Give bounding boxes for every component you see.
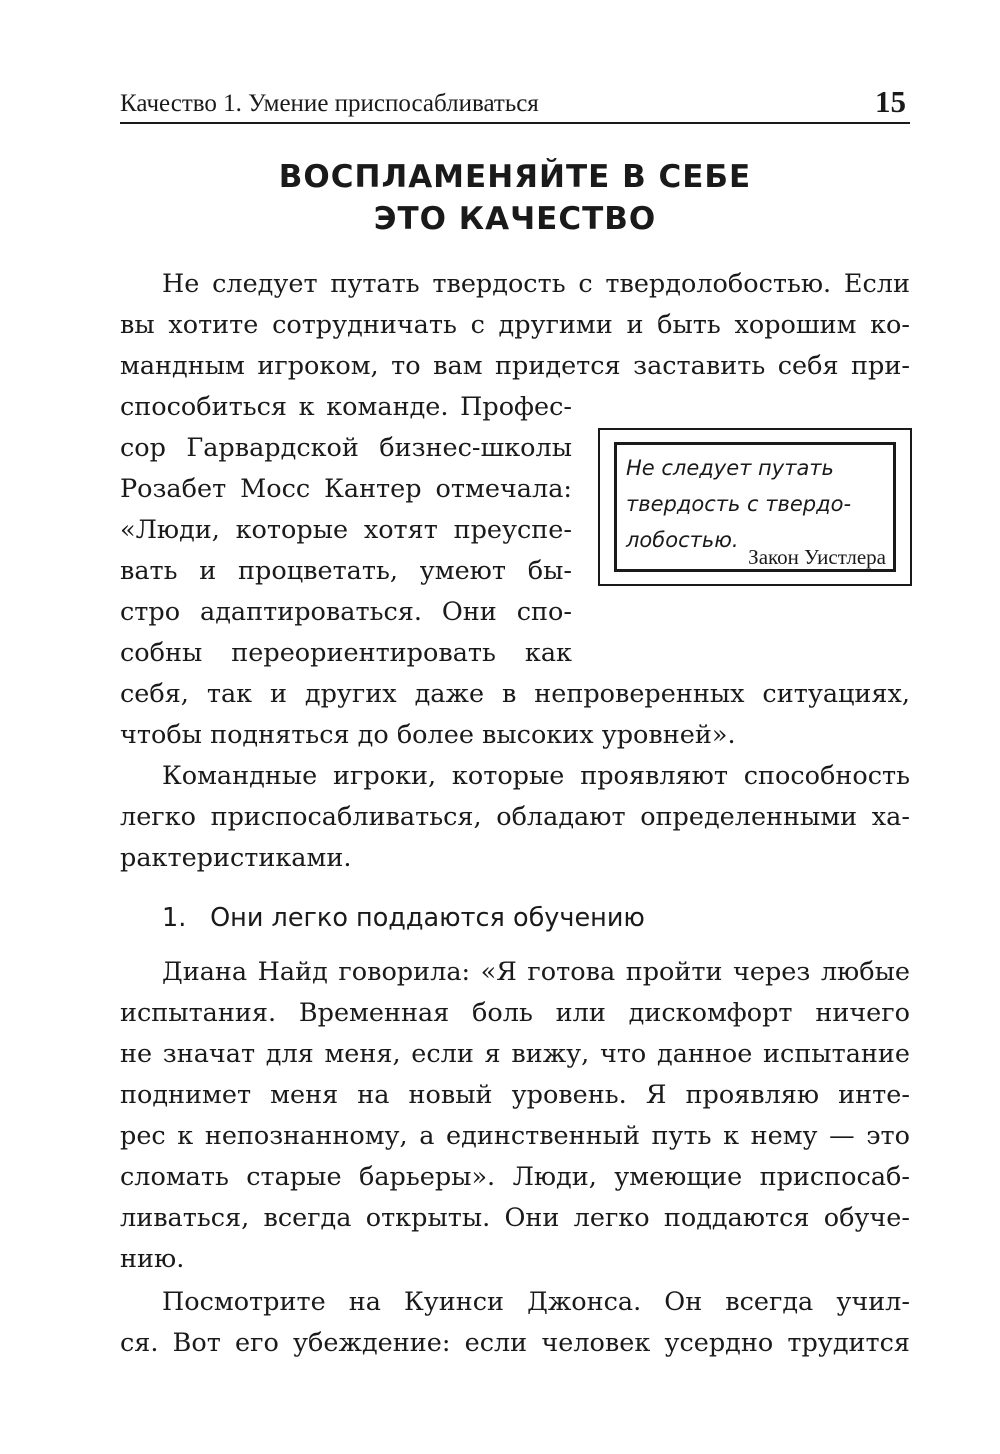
paragraph-3-line: рес к непознанному, а единственный путь к нему — это bbox=[120, 1121, 910, 1151]
paragraph-3-line: не значат для меня, если я вижу, что данное испытание bbox=[120, 1039, 910, 1069]
paragraph-4-line: ся. Вот его убеждение: если человек усердно трудится bbox=[120, 1328, 910, 1358]
running-header bbox=[120, 84, 910, 124]
paragraph-3-line: ливаться, всегда открыты. Они легко поддаются обуче- bbox=[120, 1203, 910, 1233]
paragraph-1-line: собны переориентировать как bbox=[120, 638, 572, 668]
numbered-subheading bbox=[162, 898, 645, 938]
quote-author: Закон Уистлера bbox=[748, 545, 886, 569]
paragraph-1-line: стро адаптироваться. Они спо- bbox=[120, 597, 572, 627]
paragraph-3-line: испытания. Временная боль или дискомфорт ничего bbox=[120, 998, 910, 1028]
paragraph-1-line: сор Гарвардской бизнес-школы bbox=[120, 433, 572, 463]
paragraph-1-line: способиться к команде. Профес- bbox=[120, 392, 572, 422]
paragraph-1-line: «Люди, которые хотят преуспе- bbox=[120, 515, 572, 545]
subheading-number: 1. bbox=[162, 903, 187, 933]
paragraph-1-line: чтобы подняться до более высоких уровней». bbox=[120, 720, 736, 750]
paragraph-1-line: себя, так и других даже в непроверенных ситуациях, bbox=[120, 679, 910, 709]
quote-box bbox=[598, 428, 912, 586]
paragraph-1-line: вать и процветать, умеют бы- bbox=[120, 556, 572, 586]
paragraph-1-line: Не следует путать твердость с твердолобостью. Если bbox=[162, 269, 910, 299]
paragraph-3-line: нию. bbox=[120, 1244, 185, 1274]
paragraph-4-line: Посмотрите на Куинси Джонса. Он всегда учил- bbox=[162, 1287, 910, 1317]
paragraph-3-line: Диана Найд говорила: «Я готова пройти через любые bbox=[162, 957, 910, 987]
section-heading-line-1: ВОСПЛАМЕНЯЙТЕ В СЕБЕ bbox=[278, 159, 752, 195]
paragraph-2-line: Командные игроки, которые проявляют способность bbox=[162, 761, 910, 791]
section-heading-line-2: ЭТО КАЧЕСТВО bbox=[373, 201, 657, 237]
quote-line: Не следует путать bbox=[626, 456, 834, 480]
running-title: Качество 1. Умение приспосабливаться bbox=[120, 90, 539, 117]
section-heading bbox=[120, 156, 910, 240]
paragraph-1-line: мандным игроком, то вам придется заставить себя при- bbox=[120, 351, 910, 381]
paragraph-3-line: поднимет меня на новый уровень. Я проявляю инте- bbox=[120, 1080, 910, 1110]
paragraph-2-line: легко приспосабливаться, обладают определенными ха- bbox=[120, 802, 910, 832]
page-number: 15 bbox=[875, 84, 906, 119]
quote-line: твердость с твердо- bbox=[626, 492, 852, 516]
quote-text bbox=[626, 450, 886, 558]
paragraph-1-line: Розабет Мосс Кантер отмечала: bbox=[120, 474, 572, 504]
paragraph-3-line: сломать старые барьеры». Люди, умеющие приспосаб- bbox=[120, 1162, 910, 1192]
paragraph-1-line: вы хотите сотрудничать с другими и быть хорошим ко- bbox=[120, 310, 910, 340]
paragraph-2-line: рактеристиками. bbox=[120, 843, 352, 873]
subheading-text: Они легко поддаются обучению bbox=[210, 903, 645, 933]
quote-line: лобостью. bbox=[626, 528, 739, 552]
